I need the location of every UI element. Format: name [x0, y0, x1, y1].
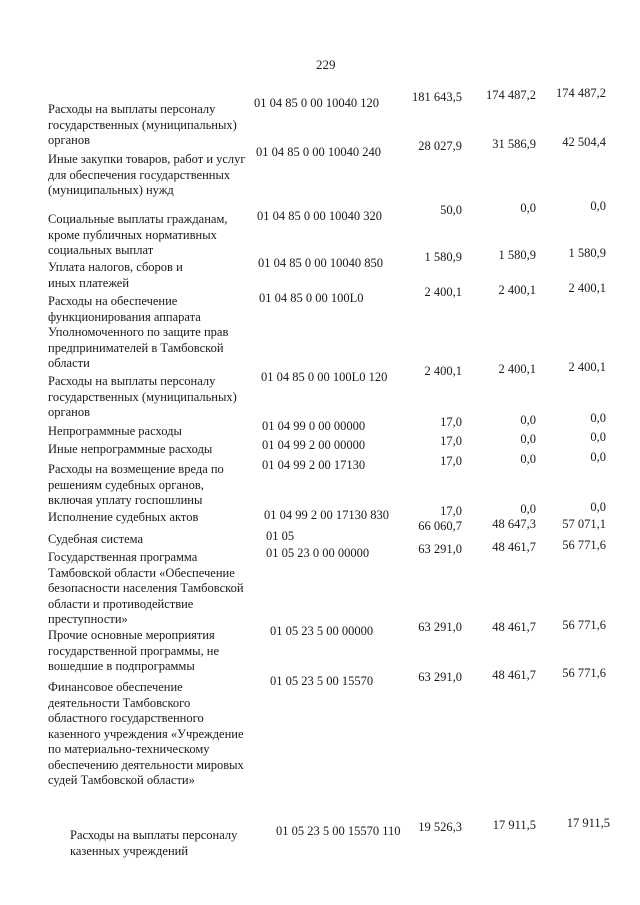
budget-code: 01 04 85 0 00 100L0 120	[261, 370, 388, 384]
value-year-3: 57 071,1	[562, 517, 606, 531]
value-year-1: 17,0	[440, 504, 462, 518]
value-year-2: 2 400,1	[498, 362, 536, 376]
value-year-3: 2 400,1	[568, 281, 606, 295]
budget-code: 01 04 99 0 00 00000	[262, 419, 366, 433]
value-year-2: 48 461,7	[492, 540, 536, 554]
value-year-3: 42 504,4	[562, 135, 606, 149]
value-year-2: 174 487,2	[486, 88, 536, 102]
value-year-2: 48 461,7	[492, 620, 536, 634]
budget-code: 01 04 85 0 00 10040 320	[257, 209, 382, 223]
value-year-1: 2 400,1	[424, 364, 462, 378]
value-year-1: 63 291,0	[418, 670, 462, 684]
expense-name: Непрограммные расходы	[48, 424, 182, 438]
value-year-2: 0,0	[520, 413, 536, 427]
value-year-3: 1 580,9	[568, 246, 606, 260]
value-year-3: 56 771,6	[562, 538, 606, 552]
value-year-1: 17,0	[440, 434, 462, 448]
value-year-1: 28 027,9	[418, 139, 462, 153]
value-year-3: 0,0	[590, 199, 606, 213]
value-year-1: 181 643,5	[412, 90, 462, 104]
budget-code: 01 04 85 0 00 10040 120	[254, 96, 379, 110]
expense-name: Уплата налогов, сборов и иных платежей	[48, 260, 183, 290]
expense-name: Расходы на выплаты персоналу казенных учреждений	[70, 828, 238, 858]
value-year-3: 2 400,1	[568, 360, 606, 374]
budget-code: 01 05 23 0 00 00000	[266, 546, 370, 560]
budget-code: 01 04 99 2 00 00000	[262, 438, 366, 452]
value-year-1: 17,0	[440, 415, 462, 429]
value-year-2: 0,0	[520, 452, 536, 466]
value-year-2: 17 911,5	[492, 818, 536, 832]
value-year-3: 17 911,5	[566, 816, 610, 830]
value-year-1: 66 060,7	[418, 519, 462, 533]
value-year-2: 1 580,9	[498, 248, 536, 262]
value-year-3: 174 487,2	[556, 86, 606, 100]
expense-name: Расходы на выплаты персоналу государственных (муниципальных) органов	[48, 374, 237, 419]
value-year-2: 48 461,7	[492, 668, 536, 682]
value-year-1: 1 580,9	[424, 250, 462, 264]
value-year-1: 17,0	[440, 454, 462, 468]
expense-name: Государственная программа Тамбовской области «Обеспечение безопасности населения Тамбовской области и противодействие преступности»	[48, 550, 244, 626]
expense-name: Иные непрограммные расходы	[48, 442, 213, 456]
value-year-3: 0,0	[590, 411, 606, 425]
budget-code: 01 04 99 2 00 17130	[262, 458, 366, 472]
budget-code: 01 04 85 0 00 10040 240	[256, 145, 381, 159]
budget-code: 01 04 85 0 00 100L0	[259, 291, 364, 305]
value-year-3: 56 771,6	[562, 618, 606, 632]
value-year-3: 0,0	[590, 430, 606, 444]
value-year-2: 48 647,3	[492, 517, 536, 531]
value-year-1: 19 526,3	[418, 820, 462, 834]
expense-name: Расходы на возмещение вреда по решениям судебных органов, включая уплату госпошлины	[48, 462, 224, 507]
value-year-2: 31 586,9	[492, 137, 536, 151]
page-number: 229	[316, 57, 336, 72]
value-year-1: 63 291,0	[418, 542, 462, 556]
expense-name: Расходы на обеспечение функционирования аппарата Уполномоченного по защите прав предпринимателей в Тамбовской области	[48, 294, 229, 370]
value-year-2: 0,0	[520, 201, 536, 215]
budget-code: 01 05	[266, 529, 295, 543]
budget-code: 01 05 23 5 00 00000	[270, 624, 374, 638]
value-year-1: 2 400,1	[424, 285, 462, 299]
expense-name: Прочие основные мероприятия государственной программы, не вошедшие в подпрограммы	[48, 628, 220, 673]
budget-code: 01 05 23 5 00 15570	[270, 674, 374, 688]
value-year-2: 2 400,1	[498, 283, 536, 297]
expense-name: Иные закупки товаров, работ и услуг для обеспечения государственных (муниципальных) нужд	[48, 152, 246, 197]
value-year-2: 0,0	[520, 432, 536, 446]
value-year-1: 50,0	[440, 203, 462, 217]
budget-code: 01 05 23 5 00 15570 110	[276, 824, 401, 838]
budget-code: 01 04 99 2 00 17130 830	[264, 508, 389, 522]
value-year-3: 0,0	[590, 450, 606, 464]
value-year-3: 56 771,6	[562, 666, 606, 680]
value-year-3: 0,0	[590, 500, 606, 514]
expense-name: Финансовое обеспечение деятельности Тамбовского областного государственного казенного учреждения «Учреждение по материально-техническому обеспечению деятельности мировых судей Тамбовской области»	[48, 680, 244, 787]
value-year-1: 63 291,0	[418, 620, 462, 634]
budget-code: 01 04 85 0 00 10040 850	[258, 256, 383, 270]
expense-name: Расходы на выплаты персоналу государственных (муниципальных) органов	[48, 102, 237, 147]
expense-name: Социальные выплаты гражданам, кроме публичных нормативных социальных выплат	[48, 212, 228, 257]
expense-name: Судебная система	[48, 532, 144, 546]
expense-name: Исполнение судебных актов	[48, 510, 199, 524]
value-year-2: 0,0	[520, 502, 536, 516]
